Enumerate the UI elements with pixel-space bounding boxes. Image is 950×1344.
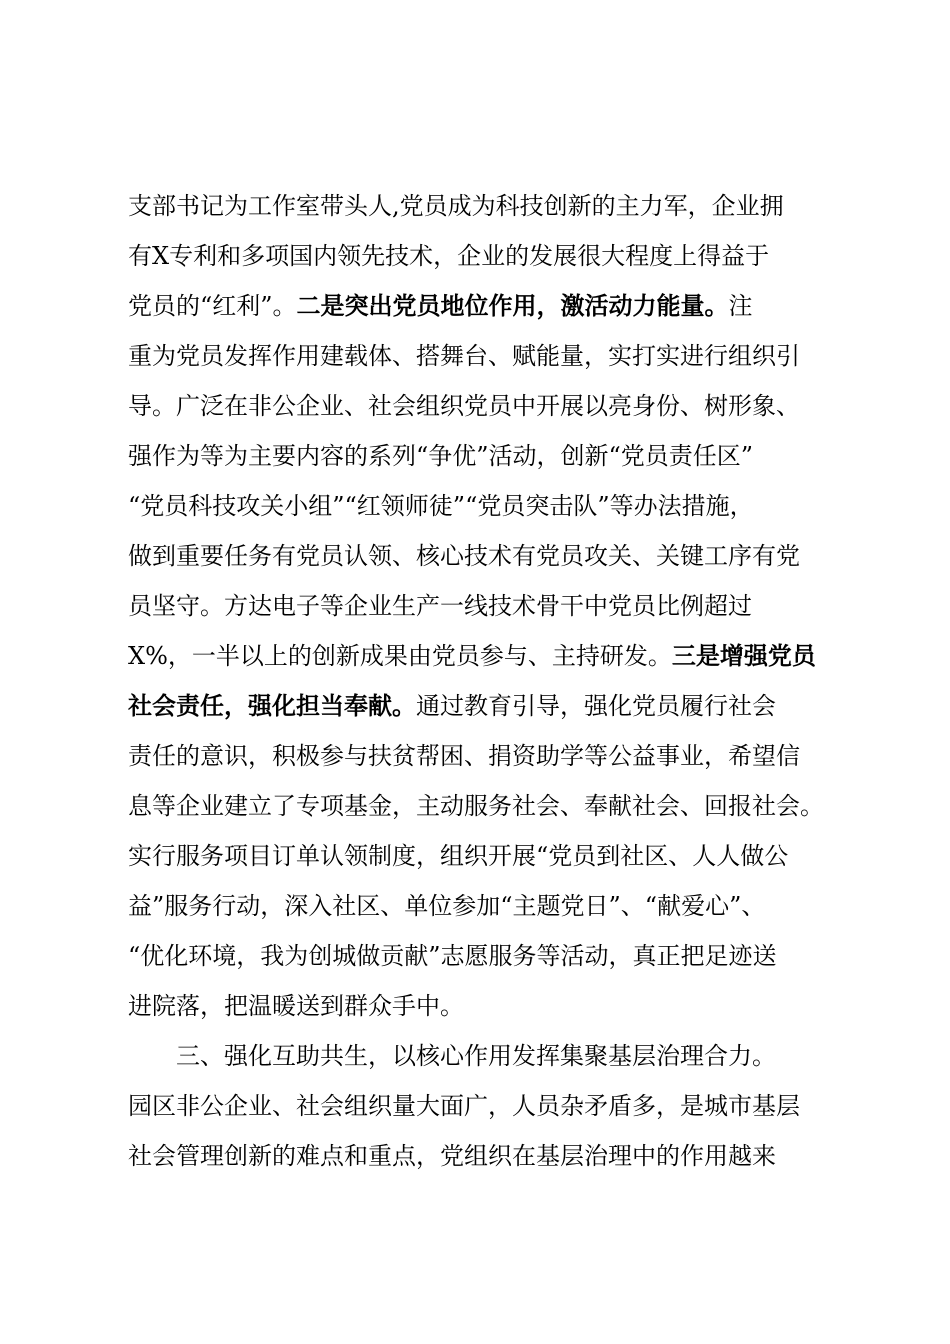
text-line-3 bbox=[128, 286, 848, 326]
text-line-13 bbox=[128, 786, 848, 826]
text-line-20 bbox=[128, 1136, 848, 1176]
text-run: 进院落，把温暖送到群众手中。 bbox=[128, 992, 464, 1020]
text-run: 支部书记为工作室带头人,党员成为科技创新的主力军，企业拥 bbox=[128, 192, 784, 220]
bold-heading-run: 三是增强党员 bbox=[671, 641, 816, 670]
text-run: 社会管理创新的难点和重点，党组织在基层治理中的作用越来 bbox=[128, 1142, 776, 1170]
text-run: 息等企业建立了专项基金，主动服务社会、奉献社会、回报社会。 bbox=[128, 792, 824, 820]
text-run: 注 bbox=[728, 292, 753, 320]
text-line-10 bbox=[128, 636, 848, 676]
text-line-5 bbox=[128, 386, 848, 426]
text-line-17 bbox=[128, 986, 848, 1026]
text-line-15 bbox=[128, 886, 848, 926]
text-run: “党员科技攻关小组”“红领师徒”“党员突击队”等办法措施， bbox=[128, 492, 754, 520]
text-run: 实行服务项目订单认领制度，组织开展“党员到社区、人人做公 bbox=[128, 842, 789, 870]
text-run: 强作为等为主要内容的系列“争优”活动，创新“党员责任区” bbox=[128, 442, 754, 470]
text-run: 园区非公企业、社会组织量大面广，人员杂矛盾多，是城市基层 bbox=[128, 1092, 800, 1120]
text-line-4 bbox=[128, 336, 848, 376]
text-line-1 bbox=[128, 186, 848, 226]
text-run: 有X专利和多项国内领先技术，企业的发展很大程度上得益于 bbox=[128, 242, 770, 270]
text-line-12 bbox=[128, 736, 848, 776]
text-line-8 bbox=[128, 536, 848, 576]
text-run: 责任的意识，积极参与扶贫帮困、捐资助学等公益事业，希望信 bbox=[128, 742, 800, 770]
text-line-2 bbox=[128, 236, 848, 276]
text-line-11 bbox=[128, 686, 848, 726]
text-run: 做到重要任务有党员认领、核心技术有党员攻关、关键工序有党 bbox=[128, 542, 800, 570]
bold-heading-run: 二是突出党员地位作用，激活动力能量。 bbox=[296, 291, 729, 320]
text-run: 员坚守。方达电子等企业生产一线技术骨干中党员比例超过 bbox=[128, 592, 752, 620]
text-run: 益”服务行动，深入社区、单位参加“主题党日”、“献爱心”、 bbox=[128, 892, 766, 920]
text-line-9 bbox=[128, 586, 848, 626]
text-run: 通过教育引导，强化党员履行社会 bbox=[416, 692, 776, 720]
text-line-16 bbox=[128, 936, 848, 976]
bold-heading-run: 社会责任，强化担当奉献。 bbox=[128, 691, 416, 720]
text-run: “优化环境，我为创城做贡献”志愿服务等活动，真正把足迹送 bbox=[128, 942, 777, 970]
text-run: X%，一半以上的创新成果由党员参与、主持研发。 bbox=[128, 642, 672, 670]
text-line-14 bbox=[128, 836, 848, 876]
text-line-7 bbox=[128, 486, 848, 526]
section-heading-text: 三、强化互助共生，以核心作用发挥集聚基层治理合力。 bbox=[176, 1042, 776, 1070]
text-run: 重为党员发挥作用建载体、搭舞台、赋能量，实打实进行组织引 bbox=[128, 342, 800, 370]
section-heading bbox=[176, 1036, 848, 1076]
text-run: 党员的“红利”。 bbox=[128, 292, 297, 320]
text-line-19 bbox=[128, 1086, 848, 1126]
text-run: 导。广泛在非公企业、社会组织党员中开展以亮身份、树形象、 bbox=[128, 392, 800, 420]
text-line-6 bbox=[128, 436, 848, 476]
